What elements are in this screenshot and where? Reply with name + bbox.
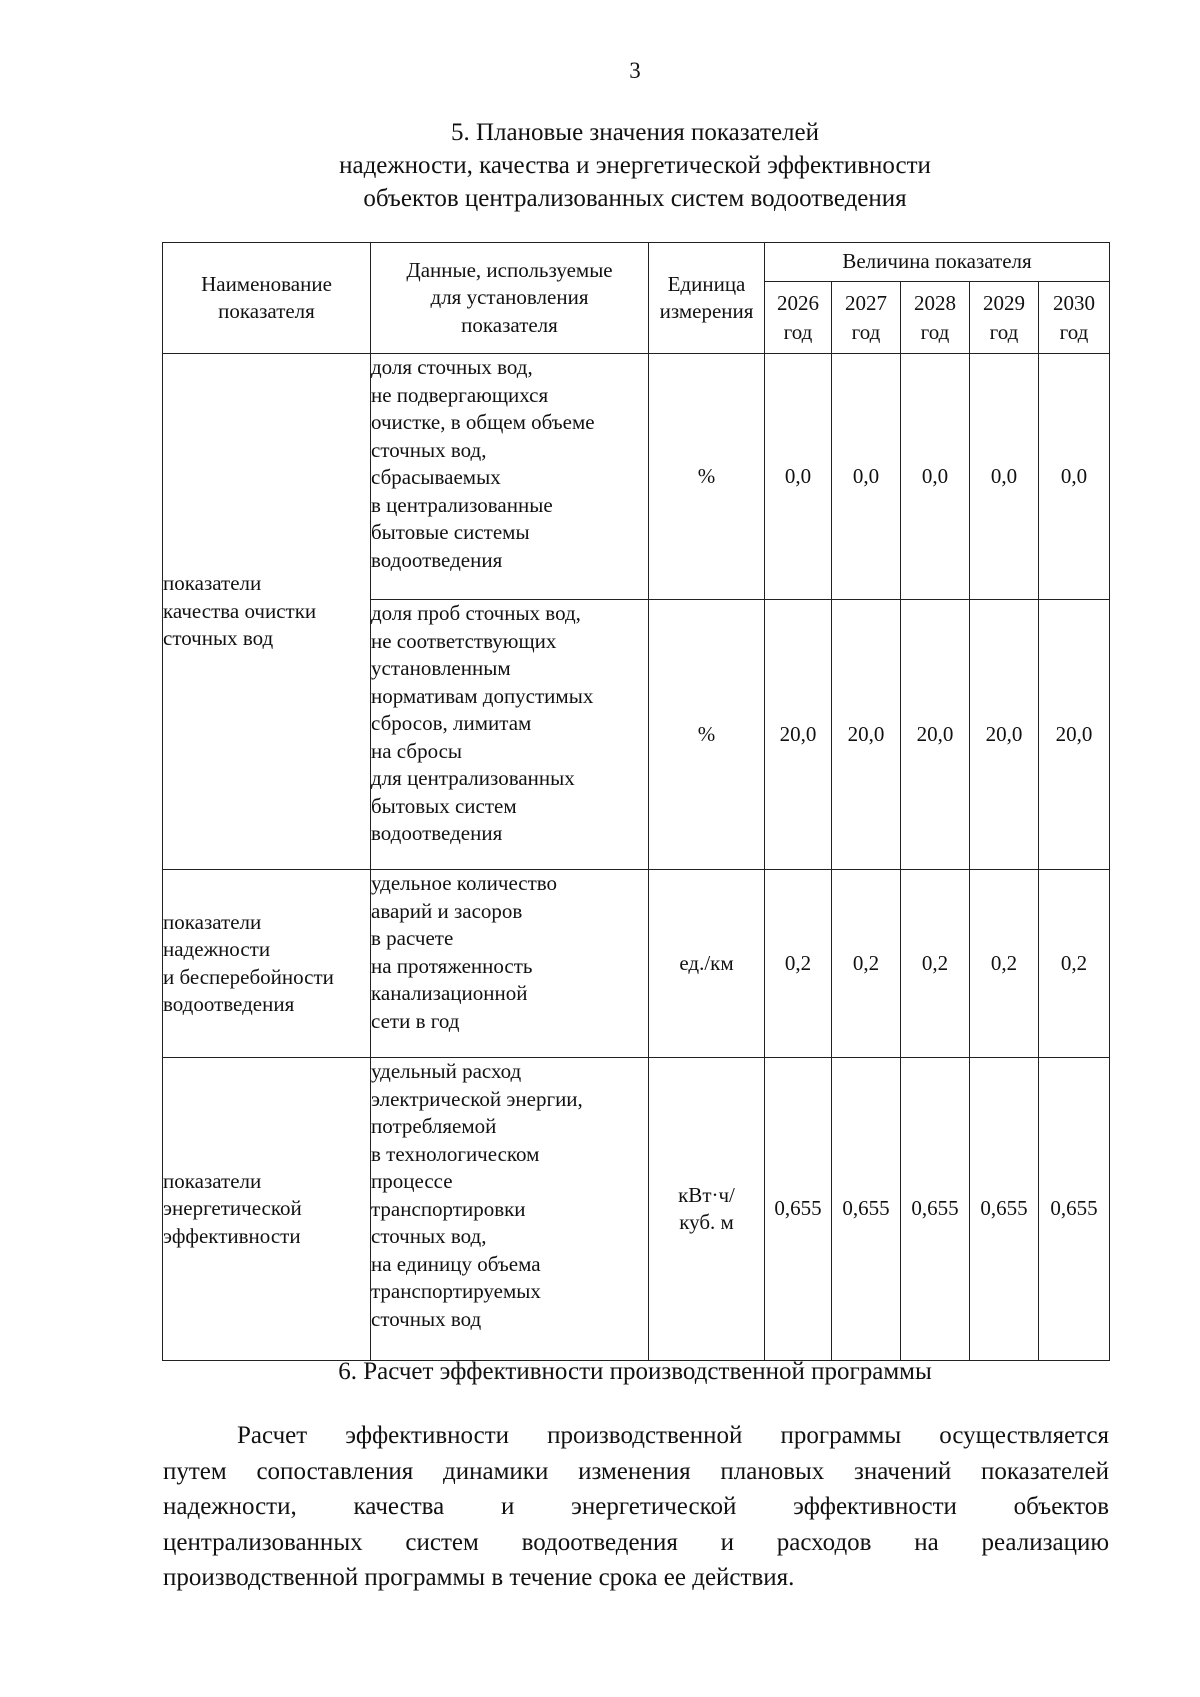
year-suffix: год [989,319,1019,344]
source-data-line: не подвергающихся [371,382,549,407]
header-text: для установления [430,285,589,310]
value-cell: 0,655 [832,1058,901,1361]
unit-line: ед./км [679,950,734,975]
source-data-line: транспортировки [371,1196,526,1221]
value-cell: 0,2 [970,870,1039,1058]
header-year [1039,282,1110,354]
source-data-line: транспортируемых [371,1279,541,1303]
value-cell: 0,2 [765,870,832,1058]
value-cell: 20,0 [1039,600,1110,870]
source-data-line: доля сточных вод, [371,355,533,379]
paragraph-line: централизованных систем водоотведения и расходов на реализацию [163,1528,1109,1556]
header-year [765,282,832,354]
header-value-group: Величина показателя [765,243,1110,282]
table-header-row [163,243,1110,282]
year-number: 2028 [914,290,956,315]
source-data-line: процессе [371,1169,453,1193]
header-text: измерения [659,299,754,323]
header-unit [649,243,765,354]
source-data-line: для централизованных [371,766,575,790]
header-text: Данные, используемые [406,257,613,282]
section-5-title-line: надежности, качества и энергетической эффективности [339,152,931,179]
source-data-line: сети в год [371,1008,460,1033]
table-row [163,1058,1110,1361]
table-row [163,354,1110,600]
header-year [832,282,901,354]
value-cell: 0,2 [1039,870,1110,1058]
value-cell: 0,0 [970,354,1039,600]
value-cell: 20,0 [970,600,1039,870]
source-data-line: аварий и засоров [371,898,523,923]
source-data-line: сбрасываемых [371,465,501,489]
paragraph-line: производственной программы в течение срока ее действия. [163,1564,795,1591]
source-data-line: установленным [371,656,511,680]
source-data-line: водоотведения [371,821,503,845]
value-cell: 0,655 [970,1058,1039,1361]
header-indicator-name [163,243,371,354]
indicator-name-line: и бесперебойности [163,964,334,989]
indicator-name-line: эффективности [163,1223,301,1248]
unit-cell [649,1058,765,1361]
source-data-line: в централизованные [371,492,553,517]
value-cell: 0,0 [765,354,832,600]
section-6-paragraph [163,1418,1109,1596]
source-data-line: канализационной [371,981,528,1005]
table-row [163,870,1110,1058]
source-data-line: на сбросы [371,738,463,763]
source-data-line: сточных вод, [371,437,487,462]
source-data-line: доля проб сточных вод, [371,601,581,625]
indicator-name-line: энергетической [163,1196,302,1221]
section-5-title-line: 5. Плановые значения показателей [450,119,820,146]
unit-cell [649,600,765,870]
year-number: 2026 [777,290,819,315]
source-data-line: водоотведения [371,547,503,572]
value-cell: 0,2 [901,870,970,1058]
year-suffix: год [783,319,813,344]
value-cell: 0,2 [832,870,901,1058]
source-data-line: на протяженность [371,953,533,978]
source-data-line: бытовые системы [371,520,530,544]
header-source-data [371,243,649,354]
indicator-name-line: водоотведения [163,992,295,1016]
source-data-line: удельное количество [371,871,558,895]
source-data-line: не соответствующих [371,628,557,653]
year-suffix: год [851,319,881,344]
source-data-cell [371,354,649,600]
unit-line: куб. м [679,1210,734,1234]
source-data-line: потребляемой [371,1114,497,1138]
source-data-line: сбросов, лимитам [371,711,532,735]
page-number: 3 [629,58,641,83]
section-6-title: 6. Расчет эффективности производственной программы [338,1358,932,1385]
indicator-name-line: показатели [163,571,262,596]
year-number: 2029 [983,290,1025,315]
value-cell: 0,0 [832,354,901,600]
value-cell: 0,0 [1039,354,1110,600]
year-suffix: год [1059,319,1089,344]
table-body [163,354,1110,1361]
value-cell: 0,0 [901,354,970,600]
indicator-name-line: надежности [163,937,271,961]
source-data-line: очистке, в общем объеме [371,410,595,434]
source-data-line: на единицу объема [371,1251,541,1276]
unit-cell [649,354,765,600]
unit-line: % [697,463,716,488]
value-cell: 0,655 [1039,1058,1110,1361]
indicator-name-cell [163,870,371,1058]
indicators-table [162,242,1110,1361]
source-data-line: сточных вод [371,1306,482,1331]
indicator-name-line: качества очистки [163,598,317,623]
value-cell: 20,0 [765,600,832,870]
paragraph-line: путем сопоставления динамики изменения плановых значений показателей [163,1457,1109,1485]
unit-cell [649,870,765,1058]
source-data-line: электрической энергии, [371,1086,583,1111]
indicator-name-line: показатели [163,909,262,934]
value-cell: 20,0 [901,600,970,870]
header-year [901,282,970,354]
unit-line: % [697,721,716,746]
header-text: Наименование [201,271,332,296]
source-data-line: в расчете [371,926,454,950]
source-data-line: бытовых систем [371,793,517,818]
section-5-title [0,116,1200,215]
header-text: показателя [218,299,315,323]
paragraph-line: надежности, качества и энергетической эффективности объектов [163,1493,1109,1520]
indicator-name-line: показатели [163,1168,262,1193]
value-cell: 0,655 [765,1058,832,1361]
year-number: 2030 [1053,290,1095,315]
source-data-line: сточных вод, [371,1224,487,1248]
indicator-name-cell [163,354,371,870]
source-data-line: удельный расход [371,1059,522,1083]
source-data-cell [371,1058,649,1361]
header-text: показателя [461,312,558,337]
source-data-line: нормативам допустимых [371,683,594,708]
source-data-cell [371,870,649,1058]
year-number: 2027 [845,290,887,315]
indicator-name-cell [163,1058,371,1361]
value-cell: 0,655 [901,1058,970,1361]
year-suffix: год [920,319,950,344]
source-data-line: в технологическом [371,1141,540,1166]
header-text: Единица [667,271,746,296]
indicator-name-line: сточных вод [163,626,274,651]
section-5-title-line: объектов централизованных систем водоотведения [363,185,907,212]
header-year [970,282,1039,354]
paragraph-line: Расчет эффективности производственной программы осуществляется [237,1422,1109,1449]
source-data-cell [371,600,649,870]
unit-line: кВт·ч/ [678,1182,735,1207]
value-cell: 20,0 [832,600,901,870]
